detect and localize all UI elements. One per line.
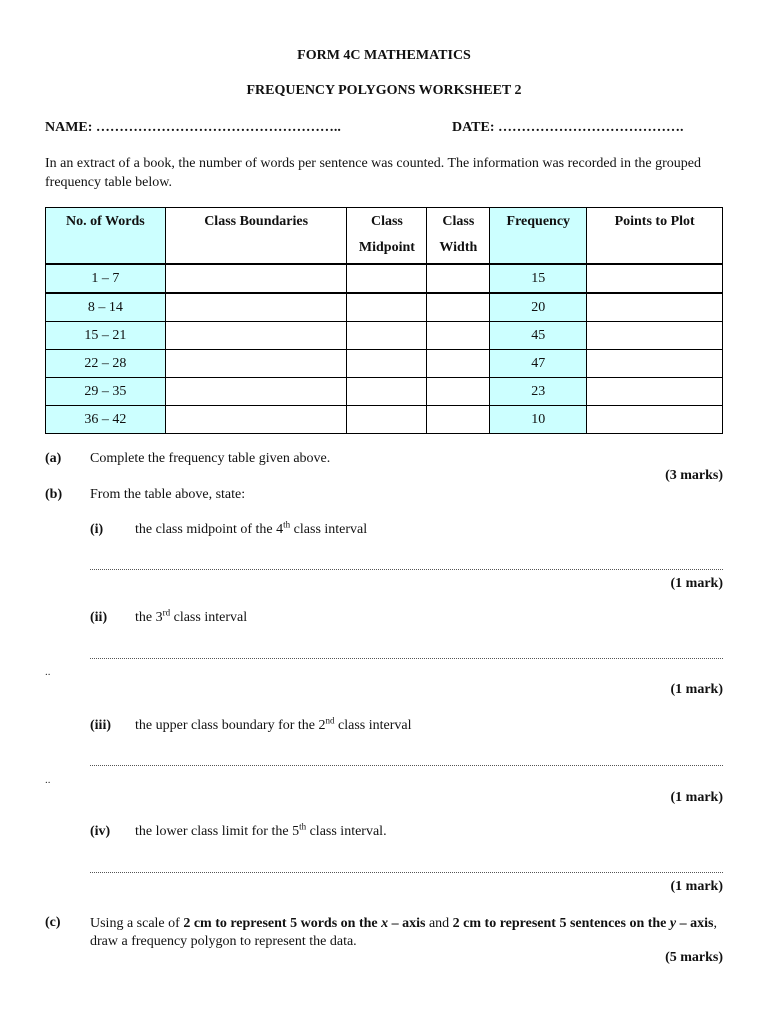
stray-dots: .. bbox=[45, 666, 51, 678]
name-field[interactable]: NAME: …………………………………………….. bbox=[45, 120, 341, 135]
boundaries-cell[interactable] bbox=[165, 293, 347, 322]
question-b-i-marks: (1 mark) bbox=[670, 576, 723, 591]
points-cell[interactable] bbox=[587, 378, 723, 406]
midpoint-cell[interactable] bbox=[347, 293, 427, 322]
width-cell[interactable] bbox=[427, 322, 490, 350]
question-b-ii-text: the 3rd class interval bbox=[135, 607, 248, 625]
question-b-iii-label: (iii) bbox=[90, 718, 111, 733]
boundaries-cell[interactable] bbox=[165, 378, 347, 406]
words-cell: 8 – 14 bbox=[46, 293, 166, 322]
boundaries-cell[interactable] bbox=[165, 322, 347, 350]
points-cell[interactable] bbox=[587, 322, 723, 350]
header-no-of-words: No. of Words bbox=[46, 208, 166, 265]
frequency-cell: 23 bbox=[490, 378, 587, 406]
boundaries-cell[interactable] bbox=[165, 264, 347, 293]
question-b-ii-label: (ii) bbox=[90, 610, 108, 625]
date-field[interactable]: DATE: …………………………………. bbox=[452, 120, 684, 135]
width-cell[interactable] bbox=[427, 378, 490, 406]
frequency-cell: 47 bbox=[490, 350, 587, 378]
points-cell[interactable] bbox=[587, 293, 723, 322]
words-cell: 15 – 21 bbox=[46, 322, 166, 350]
points-cell[interactable] bbox=[587, 350, 723, 378]
words-cell: 29 – 35 bbox=[46, 378, 166, 406]
width-cell[interactable] bbox=[427, 264, 490, 293]
question-a-text: Complete the frequency table given above. bbox=[90, 451, 331, 466]
worksheet-subtitle: FREQUENCY POLYGONS WORKSHEET 2 bbox=[246, 83, 522, 98]
header-class-midpoint: Class Midpoint bbox=[347, 208, 427, 265]
question-b-iv-label: (iv) bbox=[90, 824, 111, 839]
intro-paragraph: In an extract of a book, the number of words per sentence was counted. The information was recorded in the grouped frequency table below. bbox=[45, 156, 701, 190]
question-b-iii-text: the upper class boundary for the 2nd class interval bbox=[135, 715, 412, 733]
table-row bbox=[46, 406, 723, 434]
answer-line-b-ii[interactable] bbox=[90, 658, 723, 659]
table-row bbox=[46, 350, 723, 378]
answer-line-b-iii[interactable] bbox=[90, 765, 723, 766]
answer-line-b-i[interactable] bbox=[90, 569, 723, 570]
question-b-text: From the table above, state: bbox=[90, 487, 246, 502]
boundaries-cell[interactable] bbox=[165, 406, 347, 434]
frequency-cell: 45 bbox=[490, 322, 587, 350]
midpoint-cell[interactable] bbox=[347, 322, 427, 350]
question-c-text: Using a scale of 2 cm to represent 5 words on the x – axis and 2 cm to represent 5 sentences on the y – axis, draw a frequency polygon to represent the data. bbox=[90, 916, 717, 949]
points-cell[interactable] bbox=[587, 264, 723, 293]
question-c-label: (c) bbox=[45, 915, 61, 930]
question-a-label: (a) bbox=[45, 451, 62, 466]
width-cell[interactable] bbox=[427, 293, 490, 322]
midpoint-cell[interactable] bbox=[347, 350, 427, 378]
header-class-width: Class Width bbox=[427, 208, 490, 265]
table-row bbox=[46, 264, 723, 293]
table-header-row bbox=[46, 208, 723, 265]
frequency-table bbox=[45, 207, 723, 434]
header-class-boundaries: Class Boundaries bbox=[165, 208, 347, 265]
midpoint-cell[interactable] bbox=[347, 406, 427, 434]
table-row bbox=[46, 322, 723, 350]
width-cell[interactable] bbox=[427, 350, 490, 378]
frequency-cell: 10 bbox=[490, 406, 587, 434]
boundaries-cell[interactable] bbox=[165, 350, 347, 378]
frequency-cell: 20 bbox=[490, 293, 587, 322]
words-cell: 1 – 7 bbox=[46, 264, 166, 293]
frequency-cell: 15 bbox=[490, 264, 587, 293]
words-cell: 22 – 28 bbox=[46, 350, 166, 378]
header-frequency: Frequency bbox=[490, 208, 587, 265]
midpoint-cell[interactable] bbox=[347, 378, 427, 406]
question-b-i-text: the class midpoint of the 4th class interval bbox=[135, 519, 368, 537]
question-b-iv-marks: (1 mark) bbox=[670, 879, 723, 894]
question-b-ii-marks: (1 mark) bbox=[670, 682, 723, 697]
question-c-marks: (5 marks) bbox=[665, 950, 723, 965]
points-cell[interactable] bbox=[587, 406, 723, 434]
table-row bbox=[46, 293, 723, 322]
stray-dots: .. bbox=[45, 774, 51, 786]
table-row bbox=[46, 378, 723, 406]
question-b-i-label: (i) bbox=[90, 522, 104, 537]
question-a-marks: (3 marks) bbox=[665, 468, 723, 483]
words-cell: 36 – 42 bbox=[46, 406, 166, 434]
question-b-iv-text: the lower class limit for the 5th class interval. bbox=[135, 821, 387, 839]
width-cell[interactable] bbox=[427, 406, 490, 434]
answer-line-b-iv[interactable] bbox=[90, 872, 723, 873]
midpoint-cell[interactable] bbox=[347, 264, 427, 293]
question-b-label: (b) bbox=[45, 487, 63, 502]
worksheet-title: FORM 4C MATHEMATICS bbox=[297, 48, 471, 63]
question-b-iii-marks: (1 mark) bbox=[670, 790, 723, 805]
header-points-to-plot: Points to Plot bbox=[587, 208, 723, 265]
